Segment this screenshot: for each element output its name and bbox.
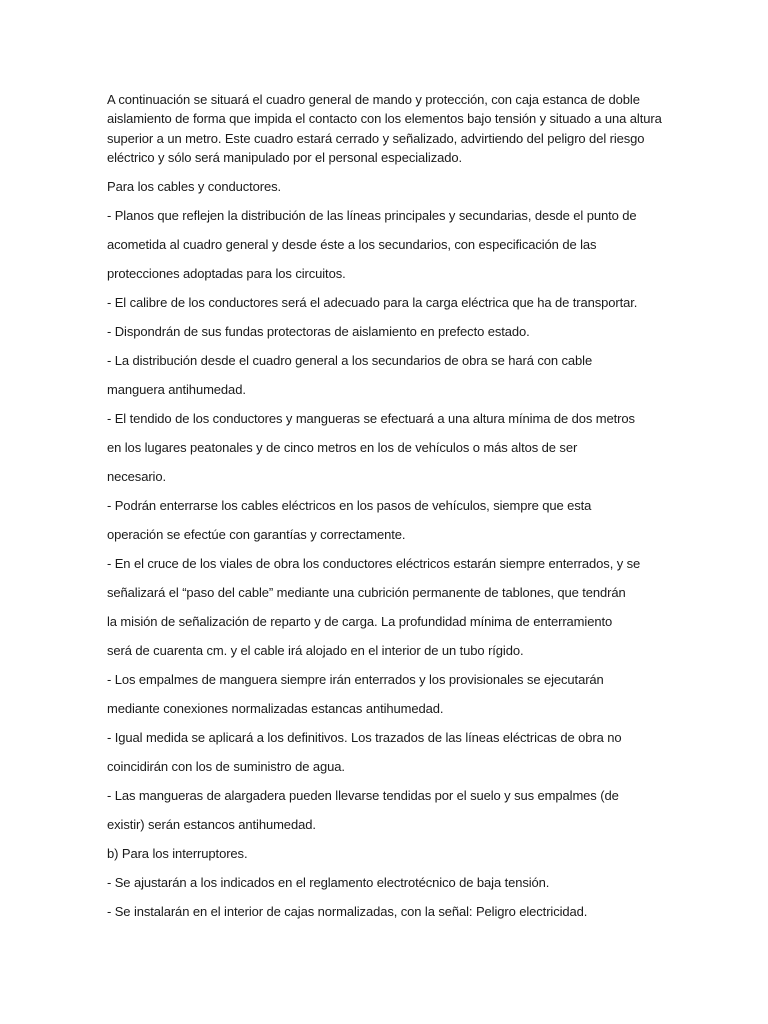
document-page	[107, 90, 667, 931]
text-line: necesario.	[107, 469, 166, 485]
text-line: manguera antihumedad.	[107, 382, 246, 398]
text-line: - Dispondrán de sus fundas protectoras de aislamiento en prefecto estado.	[107, 324, 530, 340]
text-line: - Los empalmes de manguera siempre irán enterrados y los provisionales se ejecutarán	[107, 672, 604, 688]
text-line: - El calibre de los conductores será el adecuado para la carga eléctrica que ha de transportar.	[107, 295, 638, 311]
text-line: - Las mangueras de alargadera pueden llevarse tendidas por el suelo y sus empalmes (de	[107, 788, 619, 804]
intro-paragraph: A continuación se situará el cuadro general de mando y protección, con caja estanca de doble aislamiento de forma que impida el contacto con los elementos bajo tensión y situado a una altura superior a un metro. Este cuadro estará cerrado y señalizado, advirtiendo del peligro del riesgo eléctrico y sólo será manipulado por el personal especializado.	[107, 92, 662, 165]
text-line: - La distribución desde el cuadro general a los secundarios de obra se hará con cable	[107, 353, 593, 369]
text-line: - Se ajustarán a los indicados en el reglamento electrotécnico de baja tensión.	[107, 875, 550, 891]
text-line: acometida al cuadro general y desde éste a los secundarios, con especificación de las	[107, 237, 597, 253]
text-line: protecciones adoptadas para los circuitos.	[107, 266, 346, 282]
text-line: señalizará el “paso del cable” mediante una cubrición permanente de tablones, que tendrán	[107, 585, 626, 601]
text-line: - Igual medida se aplicará a los definitivos. Los trazados de las líneas eléctricas de obra no	[107, 730, 622, 746]
text-line: - Planos que reflejen la distribución de las líneas principales y secundarias, desde el punto de	[107, 208, 637, 224]
text-line: será de cuarenta cm. y el cable irá alojado en el interior de un tubo rígido.	[107, 643, 524, 659]
text-line: en los lugares peatonales y de cinco metros en los de vehículos o más altos de ser	[107, 440, 578, 456]
text-line: - El tendido de los conductores y mangueras se efectuará a una altura mínima de dos metros	[107, 411, 635, 427]
text-line: coincidirán con los de suministro de agua.	[107, 759, 345, 775]
text-line: - Se instalarán en el interior de cajas normalizadas, con la señal: Peligro electricidad.	[107, 904, 588, 920]
text-line: Para los cables y conductores.	[107, 179, 282, 195]
text-line: mediante conexiones normalizadas estancas antihumedad.	[107, 701, 444, 717]
text-line: - Podrán enterrarse los cables eléctricos en los pasos de vehículos, siempre que esta	[107, 498, 592, 514]
text-line: la misión de señalización de reparto y de carga. La profundidad mínima de enterramiento	[107, 614, 613, 630]
text-line: existir) serán estancos antihumedad.	[107, 817, 316, 833]
text-line: operación se efectúe con garantías y correctamente.	[107, 527, 406, 543]
text-line: - En el cruce de los viales de obra los conductores eléctricos estarán siempre enterrados, y se	[107, 556, 641, 572]
text-line: b) Para los interruptores.	[107, 846, 248, 862]
